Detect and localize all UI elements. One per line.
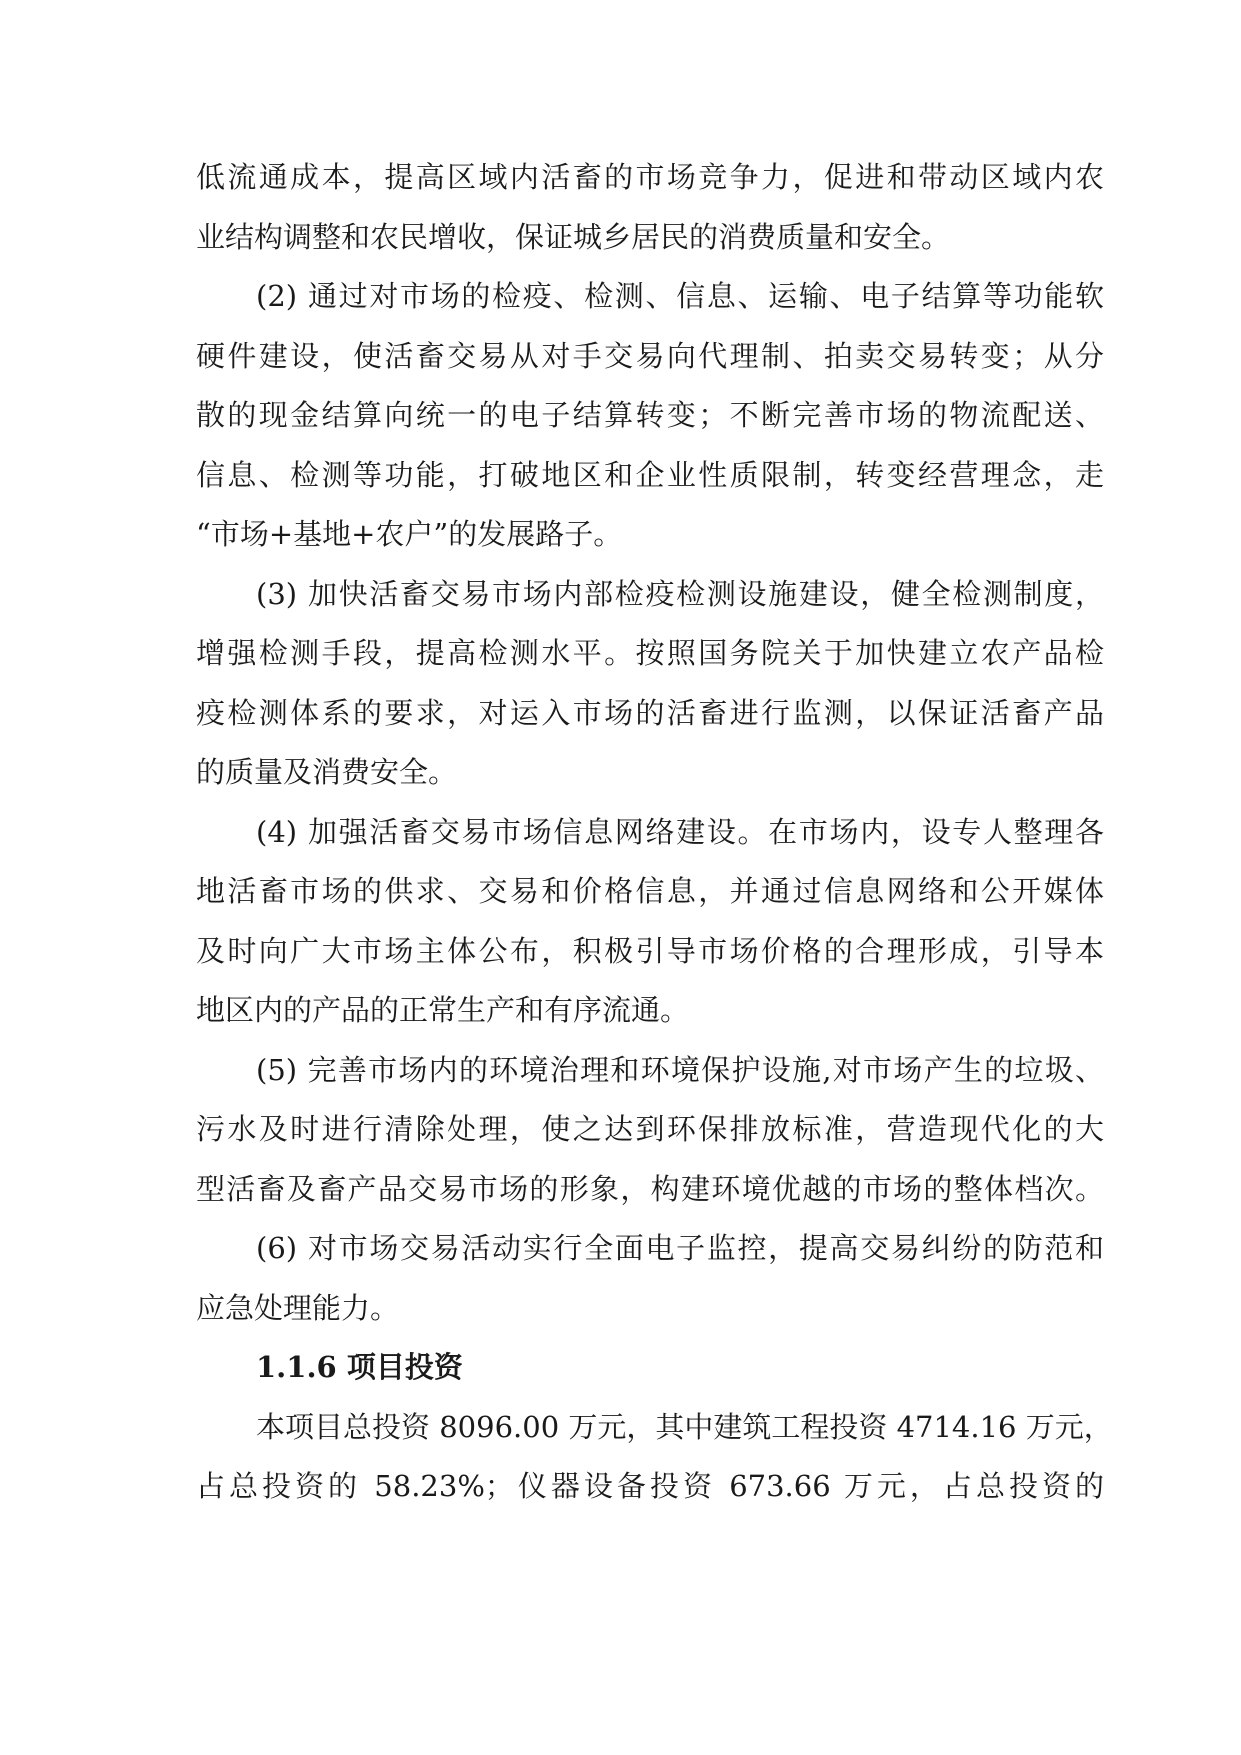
paragraph-start-line: (2) 通过对市场的检疫、检测、信息、运输、电子结算等功能软 <box>256 279 1104 313</box>
text-line: 增强检测手段，提高检测水平。按照国务院关于加快建立农产品检 <box>196 636 1104 670</box>
paragraph-start-line: (5) 完善市场内的环境治理和环境保护设施,对市场产生的垃圾、 <box>256 1052 1104 1087</box>
text-line: 信息、检测等功能，打破地区和企业性质限制，转变经营理念，走 <box>196 457 1104 492</box>
text-line: 应急处理能力。 <box>196 1290 400 1325</box>
text-line: “市场+基地+农户”的发展路子。 <box>196 517 623 551</box>
text-line: 业结构调整和农民增收，保证城乡居民的消费质量和安全。 <box>196 219 951 254</box>
section-heading: 1.1.6 项目投资 <box>256 1350 463 1384</box>
paragraph-start-line: 本项目总投资 8096.00 万元，其中建筑工程投资 4714.16 万元， <box>256 1409 1113 1444</box>
text-line: 及时向广大市场主体公布，积极引导市场价格的合理形成，引导本 <box>196 933 1104 968</box>
text-line: 的质量及消费安全。 <box>196 755 458 789</box>
text-line: 散的现金结算向统一的电子结算转变；不断完善市场的物流配送、 <box>196 398 1104 432</box>
paragraph-start-line: (4) 加强活畜交易市场信息网络建设。在市场内，设专人整理各 <box>256 814 1104 849</box>
text-line: 占总投资的 58.23%；仪器设备投资 673.66 万元，占总投资的 <box>196 1469 1104 1503</box>
text-line: 污水及时进行清除处理，使之达到环保排放标准，营造现代化的大 <box>196 1112 1104 1146</box>
paragraph-start-line: (3) 加快活畜交易市场内部检疫检测设施建设，健全检测制度， <box>256 576 1104 611</box>
text-line: 地区内的产品的正常生产和有序流通。 <box>196 993 690 1027</box>
text-line: 地活畜市场的供求、交易和价格信息，并通过信息网络和公开媒体 <box>196 874 1104 908</box>
text-line: 疫检测体系的要求，对运入市场的活畜进行监测，以保证活畜产品 <box>196 695 1104 730</box>
text-line: 硬件建设，使活畜交易从对手交易向代理制、拍卖交易转变；从分 <box>196 338 1104 373</box>
text-line: 低流通成本，提高区域内活畜的市场竞争力，促进和带动区域内农 <box>196 160 1104 194</box>
text-line: 型活畜及畜产品交易市场的形象，构建环境优越的市场的整体档次。 <box>196 1171 1104 1206</box>
paragraph-start-line: (6) 对市场交易活动实行全面电子监控，提高交易纠纷的防范和 <box>256 1231 1104 1265</box>
document-body <box>196 148 1113 1517</box>
